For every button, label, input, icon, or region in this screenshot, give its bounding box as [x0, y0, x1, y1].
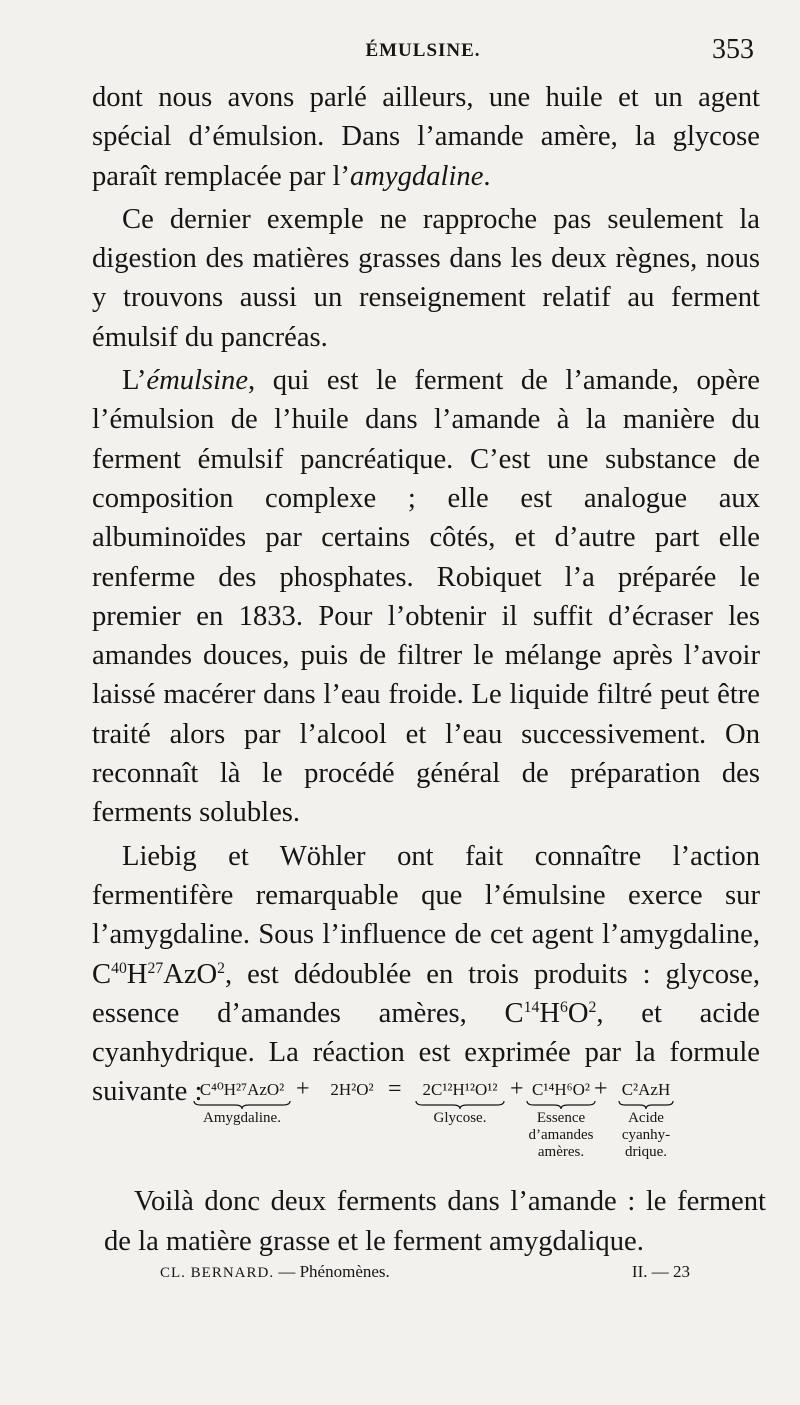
- paragraph-4-text-f: O: [567, 997, 589, 1029]
- closing-text: [104, 1182, 766, 1262]
- footer-author: CL. BERNARD.: [160, 1265, 275, 1281]
- sup-14: 14: [523, 998, 540, 1016]
- paragraph-1-end: .: [483, 160, 491, 192]
- term-amygdaline: [190, 1080, 294, 1127]
- label-acide-1: Acide: [628, 1110, 664, 1126]
- label-acide-3: drique.: [624, 1144, 668, 1160]
- label-acide-2: cyanhy-: [621, 1127, 671, 1143]
- term-glycose: [412, 1080, 508, 1127]
- chemical-equation: [190, 1076, 750, 1166]
- italic-emulsine: émulsine: [146, 365, 249, 397]
- body-text: [92, 78, 760, 1112]
- page-header: [92, 34, 754, 74]
- plus-sign: +: [594, 1076, 608, 1102]
- underbrace-icon: [618, 1100, 674, 1110]
- formula-water: 2H²O²: [330, 1080, 374, 1099]
- paragraph-1: [92, 78, 760, 196]
- sup-40: 40: [111, 959, 127, 977]
- page-number: 353: [712, 34, 754, 65]
- formula-glycose: 2C¹²H¹²O¹²: [422, 1080, 498, 1099]
- plus-sign: +: [510, 1076, 524, 1102]
- term-acide: [616, 1080, 676, 1161]
- running-title: ÉMULSINE.: [365, 40, 481, 61]
- sup-2b: 2: [588, 998, 597, 1016]
- paragraph-3-text: , qui est le ferment de l’amande, opère l’émulsion de l’huile dans l’amande à la manière du ferment émulsif pancréatique. C’est une substance de composition complexe ; elle est analogue aux albuminoïdes par certains côtés, et d’autre part elle renferme des phosphates. Robiquet l’a préparée le premier en 1833. Pour l’obtenir il suffit d’écraser les amandes douces, puis de filtrer le mélange après l’avoir laissé macérer dans l’eau froide. Le liquide filtré peut être traité alors par l’alcool et l’eau successivement. On reconnaît là le procédé général de préparation des ferments solubles.: [92, 365, 760, 829]
- equals-sign: =: [388, 1076, 402, 1102]
- label-essence-1: Essence: [536, 1110, 586, 1126]
- underbrace-icon: [193, 1100, 291, 1110]
- sup-2: 2: [217, 959, 226, 977]
- paragraph-3-start: L’: [122, 365, 147, 397]
- label-essence-2: d’amandes: [528, 1127, 594, 1143]
- footer-volume: II. — 23: [631, 1262, 690, 1281]
- paragraph-4-text-e: H: [539, 997, 560, 1029]
- paragraph-4-text-b: H: [126, 958, 148, 990]
- term-essence: [524, 1080, 598, 1161]
- formula-amygdaline: C⁴⁰H²⁷AzO²: [199, 1080, 285, 1099]
- paragraph-4-text-g: , et acide cyanhydrique. La réaction est exprimée par la formule suivante :: [92, 997, 760, 1108]
- underbrace-icon: [415, 1100, 505, 1110]
- paragraph-1-text: dont nous avons parlé ailleurs, une huile et un agent spécial d’émulsion. Dans l’amande amère, la glycose paraît remplacée par l’: [92, 82, 760, 192]
- paragraph-4-text-d: , est dédoublée en trois produits : glycose, essence d’amandes amères, C: [92, 958, 760, 1029]
- footer-title: — Phénomènes.: [274, 1262, 390, 1281]
- paragraph-3: [92, 361, 760, 833]
- label-amygdaline: Amygdaline.: [203, 1110, 281, 1126]
- label-essence-3: amères.: [537, 1144, 585, 1160]
- formula-acide: C²AzH: [621, 1080, 671, 1099]
- paragraph-4: [92, 837, 760, 1112]
- paragraph-4-text-a: Liebig et Wöhler ont fait connaître l’action fermentifère remarquable que l’émulsine exerce sur l’amygdaline. Sous l’influence de cet agent l’amygdaline, C: [92, 840, 760, 990]
- label-glycose: Glycose.: [433, 1110, 487, 1126]
- sup-27: 27: [147, 959, 164, 977]
- sup-6: 6: [560, 998, 568, 1016]
- plus-sign: +: [296, 1076, 310, 1102]
- term-water: [320, 1080, 384, 1100]
- paragraph-5: Voilà donc deux ferments dans l’amande : le ferment de la matière grasse et le ferment amygdalique.: [104, 1186, 766, 1257]
- underbrace-icon: [526, 1100, 596, 1110]
- paragraph-4-text-c: AzO: [163, 958, 218, 990]
- footer-left: [160, 1262, 390, 1282]
- paragraph-2: Ce dernier exemple ne rapproche pas seulement la digestion des matières grasses dans les deux règnes, nous y trouvons aussi un renseignement relatif au ferment émulsif du pancréas.: [92, 203, 760, 353]
- formula-essence: C¹⁴H⁶O²: [532, 1080, 590, 1099]
- italic-amygdaline: amygdaline: [349, 160, 484, 192]
- page-footer: [160, 1262, 690, 1292]
